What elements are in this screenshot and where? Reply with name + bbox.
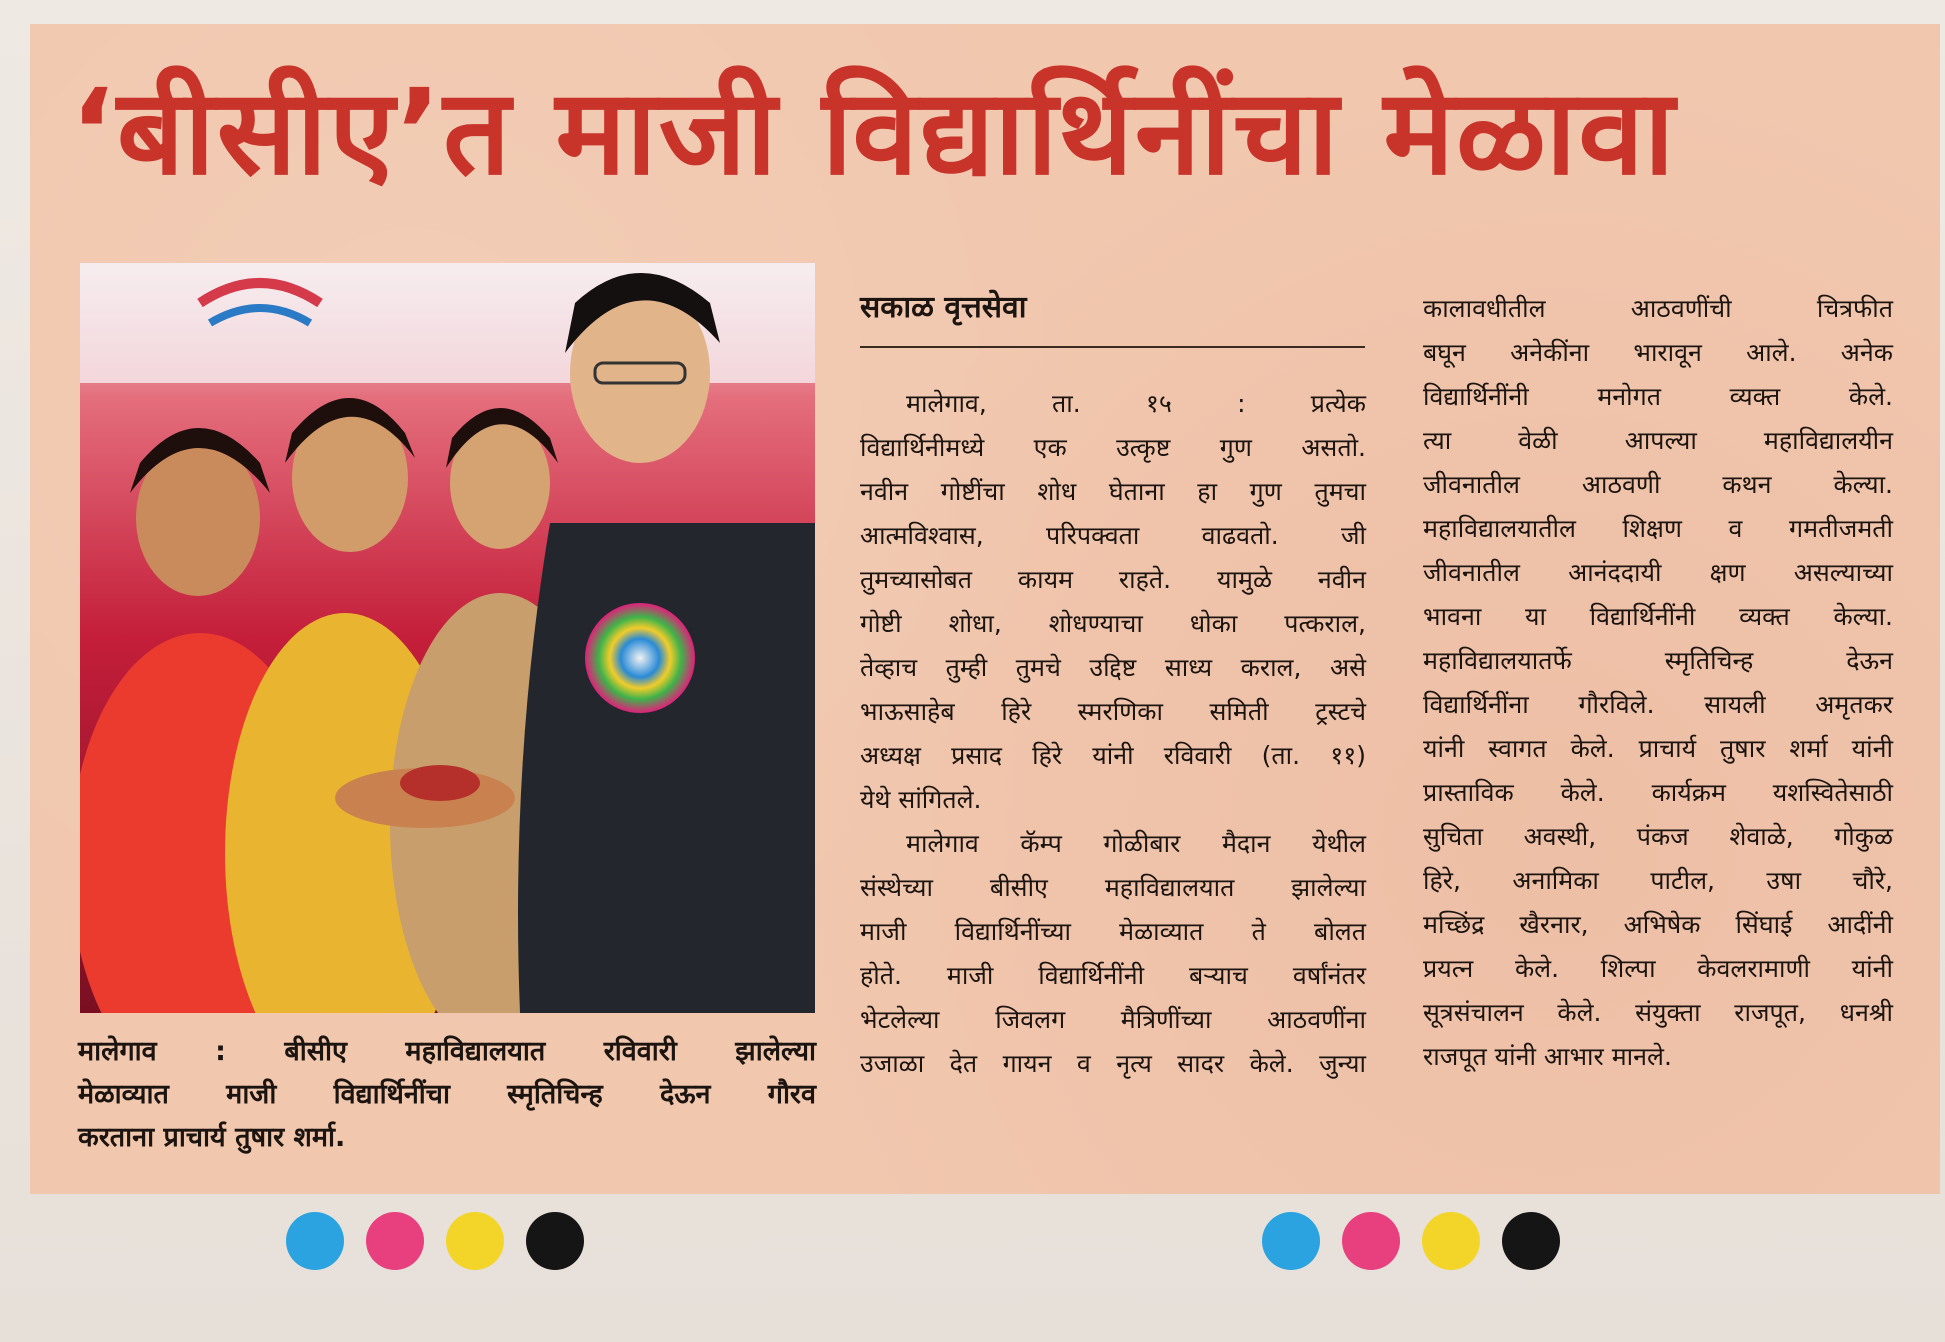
text-line: विद्यार्थिनींनी मनोगत व्यक्त केले. xyxy=(1423,382,1893,411)
text-line: मच्छिंद्र खैरनार, अभिषेक सिंघाई आदींनी xyxy=(1423,910,1893,939)
paragraph xyxy=(1423,287,1893,1079)
text-line: जीवनातील आनंददायी क्षण असल्याच्या xyxy=(1423,558,1893,587)
text-line: बघून अनेकींना भारावून आले. अनेक xyxy=(1423,338,1893,367)
yellow-dot xyxy=(446,1212,504,1270)
text-line: राजपूत यांनी आभार मानले. xyxy=(1423,1042,1672,1071)
registration-marks-right xyxy=(1262,1212,1560,1270)
byline: सकाळ वृत्तसेवा xyxy=(860,290,1027,325)
text-line: मालेगाव, ता. १५ : प्रत्येक xyxy=(906,389,1366,418)
article-column-1 xyxy=(860,382,1366,1086)
text-line: आत्मविश्वास, परिपक्वता वाढवतो. जी xyxy=(860,521,1366,550)
text-line: जीवनातील आठवणी कथन केल्या. xyxy=(1423,470,1893,499)
text-line: भेटलेल्या जिवलग मैत्रिणींच्या आठवणींना xyxy=(860,1005,1366,1034)
photo-caption xyxy=(78,1030,816,1159)
text-line: कालावधीतील आठवणींची चित्रफीत xyxy=(1423,294,1893,323)
text-line: भावना या विद्यार्थिनींनी व्यक्त केल्या. xyxy=(1423,602,1893,631)
magenta-dot xyxy=(1342,1212,1400,1270)
text-line: यांनी स्वागत केले. प्राचार्य तुषार शर्मा यांनी xyxy=(1423,734,1893,763)
article-column-2 xyxy=(1423,287,1893,1079)
magenta-dot xyxy=(366,1212,424,1270)
registration-marks-left xyxy=(286,1212,584,1270)
cyan-dot xyxy=(1262,1212,1320,1270)
caption-line: मालेगाव : बीसीए महाविद्यालयात रविवारी झालेल्या xyxy=(78,1036,816,1067)
text-line: होते. माजी विद्यार्थिनींनी बऱ्याच वर्षांनंतर xyxy=(860,961,1366,990)
news-photo xyxy=(80,263,815,1013)
text-line: मालेगाव कॅम्प गोळीबार मैदान येथील xyxy=(906,829,1366,858)
text-line: प्रयत्न केले. शिल्पा केवलरामाणी यांनी xyxy=(1423,954,1893,983)
text-line: उजाळा देत गायन व नृत्य सादर केले. जुन्या xyxy=(860,1049,1366,1078)
text-line: हिरे, अनामिका पाटील, उषा चौरे, xyxy=(1423,866,1893,895)
text-line: गोष्टी शोधा, शोधण्याचा धोका पत्कराल, xyxy=(860,609,1366,638)
text-line: नवीन गोष्टींचा शोध घेताना हा गुण तुमचा xyxy=(860,477,1366,506)
text-line: अध्यक्ष प्रसाद हिरे यांनी रविवारी (ता. ११) xyxy=(860,741,1366,770)
text-line: तेव्हाच तुम्ही तुमचे उद्दिष्ट साध्य कराल, असे xyxy=(860,653,1366,682)
text-line: विद्यार्थिनींना गौरविले. सायली अमृतकर xyxy=(1423,690,1893,719)
text-line: महाविद्यालयातर्फे स्मृतिचिन्ह देऊन xyxy=(1423,646,1893,675)
caption-line: मेळाव्यात माजी विद्यार्थिनींचा स्मृतिचिन्ह देऊन गौरव xyxy=(78,1079,816,1110)
yellow-dot xyxy=(1422,1212,1480,1270)
black-dot xyxy=(526,1212,584,1270)
byline-divider xyxy=(860,346,1365,348)
text-line: भाऊसाहेब हिरे स्मरणिका समिती ट्रस्टचे xyxy=(860,697,1366,726)
text-line: तुमच्यासोबत कायम राहते. यामुळे नवीन xyxy=(860,565,1366,594)
text-line: माजी विद्यार्थिनींच्या मेळाव्यात ते बोलत xyxy=(860,917,1366,946)
text-line: त्या वेळी आपल्या महाविद्यालयीन xyxy=(1423,426,1893,455)
text-line: सुचिता अवस्थी, पंकज शेवाळे, गोकुळ xyxy=(1423,822,1893,851)
black-dot xyxy=(1502,1212,1560,1270)
text-line: महाविद्यालयातील शिक्षण व गमतीजमती xyxy=(1423,514,1893,543)
photo-illustration xyxy=(80,263,815,1013)
cyan-dot xyxy=(286,1212,344,1270)
text-line: संस्थेच्या बीसीए महाविद्यालयात झालेल्या xyxy=(860,873,1366,902)
text-line: प्रास्ताविक केले. कार्यक्रम यशस्वितेसाठी xyxy=(1423,778,1893,807)
paragraph xyxy=(860,382,1366,822)
paragraph xyxy=(860,822,1366,1086)
headline: ‘बीसीए’त माजी विद्यार्थिनींचा मेळावा xyxy=(70,63,1677,201)
text-line: येथे सांगितले. xyxy=(860,785,982,814)
text-line: सूत्रसंचालन केले. संयुक्ता राजपूत, धनश्री xyxy=(1423,998,1893,1027)
text-line: विद्यार्थिनीमध्ये एक उत्कृष्ट गुण असतो. xyxy=(860,433,1366,462)
caption-line: करताना प्राचार्य तुषार शर्मा. xyxy=(78,1122,346,1153)
